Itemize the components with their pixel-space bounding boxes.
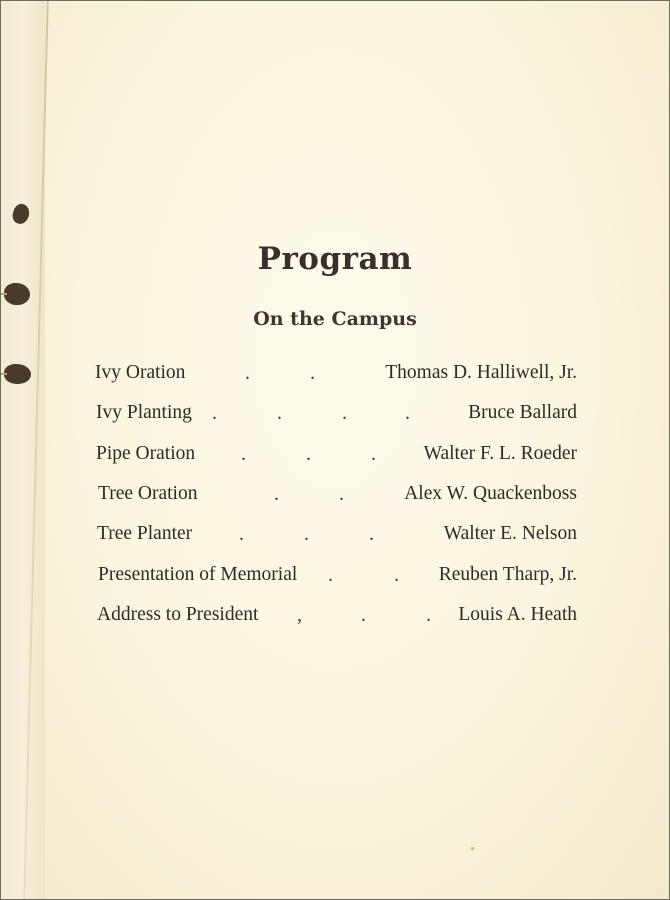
program-person: Reuben Tharp, Jr. [438, 564, 577, 585]
page-title: Program [257, 241, 413, 277]
leader-dot: . [304, 523, 309, 545]
leader-comma: , [297, 604, 302, 626]
program-list [1, 1, 669, 899]
program-event: Ivy Oration [95, 362, 186, 383]
program-row [1, 600, 669, 630]
program-event: Presentation of Memorial [98, 564, 298, 585]
program-event: Tree Oration [98, 483, 198, 504]
leader-dot: . [361, 604, 366, 626]
leader-dot: . [394, 564, 399, 586]
program-person: Louis A. Heath [458, 604, 577, 625]
program-person: Alex W. Quackenboss [404, 483, 577, 504]
leader-dot: . [342, 402, 347, 424]
program-row [1, 479, 669, 509]
leader-dot: . [239, 523, 244, 545]
section-subtitle: On the Campus [253, 308, 417, 330]
leader-dot: . [328, 564, 333, 586]
program-person: Thomas D. Halliwell, Jr. [385, 362, 577, 383]
leader-dot: . [212, 402, 217, 424]
program-event: Pipe Oration [96, 443, 196, 464]
program-event: Tree Planter [97, 523, 193, 544]
leader-dot: . [371, 443, 376, 465]
leader-dot: . [306, 443, 311, 465]
program-row [1, 398, 669, 428]
leader-dot: . [277, 402, 282, 424]
program-person: Bruce Ballard [468, 402, 577, 423]
leader-dot: . [241, 443, 246, 465]
program-person: Walter F. L. Roeder [423, 443, 577, 464]
program-event: Address to President [97, 604, 259, 625]
program-row [1, 560, 669, 590]
paper-speck [471, 847, 474, 850]
leader-dot: . [405, 402, 410, 424]
leader-dot: . [245, 362, 250, 384]
leader-dot: . [426, 604, 431, 626]
program-event: Ivy Planting [96, 402, 192, 423]
leader-dot: . [339, 483, 344, 505]
leader-dot: . [369, 523, 374, 545]
program-person: Walter E. Nelson [443, 523, 577, 544]
program-row [1, 358, 669, 388]
leader-dot: . [310, 362, 315, 384]
leader-dot: . [274, 483, 279, 505]
program-row [1, 519, 669, 549]
program-row [1, 439, 669, 469]
